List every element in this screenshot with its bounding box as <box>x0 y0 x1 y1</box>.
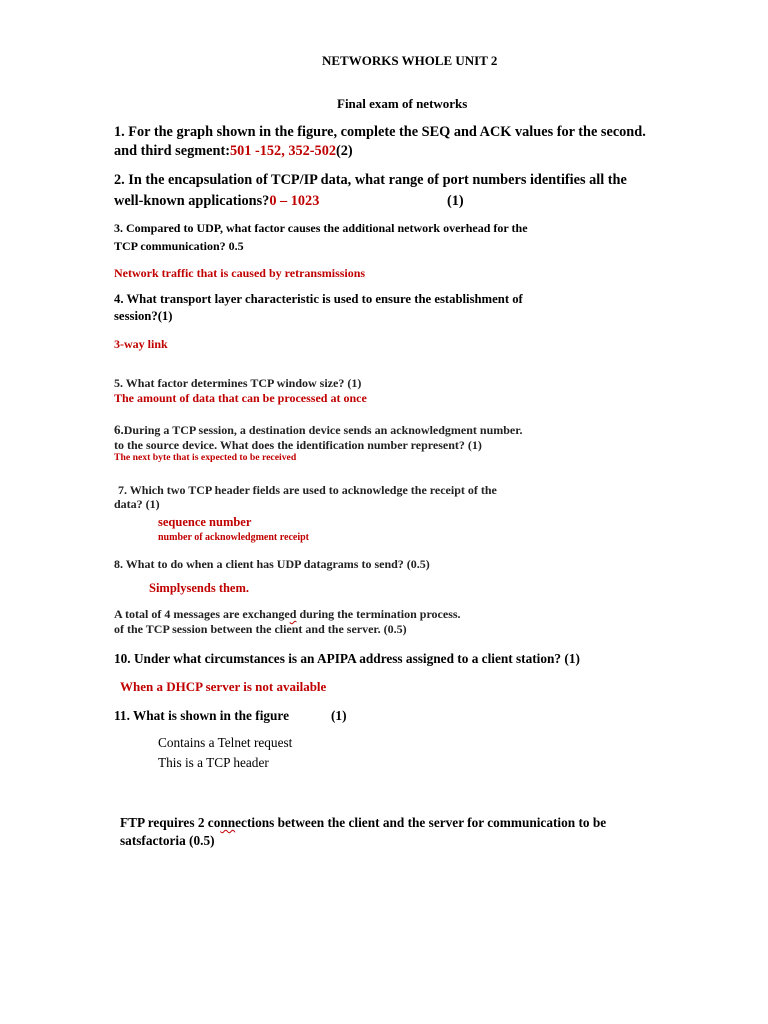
q8-item <box>138 581 249 596</box>
q5-answer: The amount of data that can be processed at once <box>114 391 367 405</box>
q2-line1: 2. In the encapsulation of TCP/IP data, what range of port numbers identifies all the <box>114 172 627 188</box>
q6-text1: During a TCP session, a destination device sends an acknowledgment number. <box>123 423 523 437</box>
q11-item2 <box>143 755 269 771</box>
q2-line2 <box>114 193 319 210</box>
q12-line2: satsfactoria (0.5) <box>120 833 215 848</box>
q9-text-b: during the termination process. <box>296 607 461 621</box>
q5-line1: 5. What factor determines TCP window size? (1) <box>114 376 362 390</box>
q8-answer: Simplysends them. <box>149 581 250 595</box>
q6-num: 6. <box>114 422 124 437</box>
q9-line1 <box>114 607 461 621</box>
q12-text-nn: nn <box>220 815 236 830</box>
q7-answer1: sequence number <box>158 515 252 529</box>
q1-answer: 501 -152, 352-502 <box>229 143 336 159</box>
q1-prefix: and third segment: <box>114 143 230 159</box>
q8-line1: 8. What to do when a client has UDP datagrams to send? (0.5) <box>114 557 430 571</box>
q3-answer: Network traffic that is caused by retransmissions <box>114 266 366 280</box>
q1-line2 <box>114 143 353 160</box>
q11-item1 <box>143 735 292 751</box>
q6-answer: The next byte that is expected to be received <box>114 452 297 463</box>
q11-points: (1) <box>331 708 347 723</box>
q11-item2-text: This is a TCP header <box>158 755 269 770</box>
q2-points: (1) <box>447 193 464 209</box>
q7-line1: 7. Which two TCP header fields are used to acknowledge the receipt of the <box>118 483 497 497</box>
doc-subtitle: Final exam of networks <box>337 96 468 111</box>
q9-text-a: A total of 4 messages are exchange <box>114 607 290 621</box>
q2-prefix: well-known applications? <box>114 193 270 209</box>
q7-item1 <box>138 515 251 530</box>
q2-answer: 0 – 1023 <box>269 193 320 209</box>
q6-line1 <box>114 422 522 438</box>
q4-answer: 3-way link <box>114 337 168 351</box>
q10-answer: When a DHCP server is not available <box>120 679 327 694</box>
q7-answer2: number of acknowledgment receipt <box>158 532 310 543</box>
q3-line1: 3. Compared to UDP, what factor causes the additional network overhead for the <box>114 221 528 235</box>
q10-line1: 10. Under what circumstances is an APIPA address assigned to a client station? (1) <box>114 651 580 666</box>
q4-line1: 4. What transport layer characteristic is used to ensure the establishment of <box>114 292 523 306</box>
q12-text-b: ections between the client and the server for communication to be <box>235 815 607 830</box>
q7-line2: data? (1) <box>114 497 160 511</box>
doc-title: NETWORKS WHOLE UNIT 2 <box>322 53 498 68</box>
q12-line1 <box>120 815 606 831</box>
q4-line2: session?(1) <box>114 309 173 323</box>
q6-line2: to the source device. What does the identification number represent? (1) <box>114 438 482 452</box>
q12-text-a: FTP requires 2 co <box>120 815 221 830</box>
q9-line2: of the TCP session between the client and the server. (0.5) <box>114 622 407 636</box>
q11-line1: 11. What is shown in the figure <box>114 708 289 723</box>
q9-text-d: d <box>289 607 297 621</box>
q3-line2: TCP communication? 0.5 <box>114 239 244 253</box>
q7-item2 <box>138 532 309 544</box>
q11-item1-text: Contains a Telnet request <box>158 735 293 750</box>
q1-points: (2) <box>336 143 353 159</box>
q1-line1: 1. For the graph shown in the figure, complete the SEQ and ACK values for the second. <box>114 124 646 140</box>
